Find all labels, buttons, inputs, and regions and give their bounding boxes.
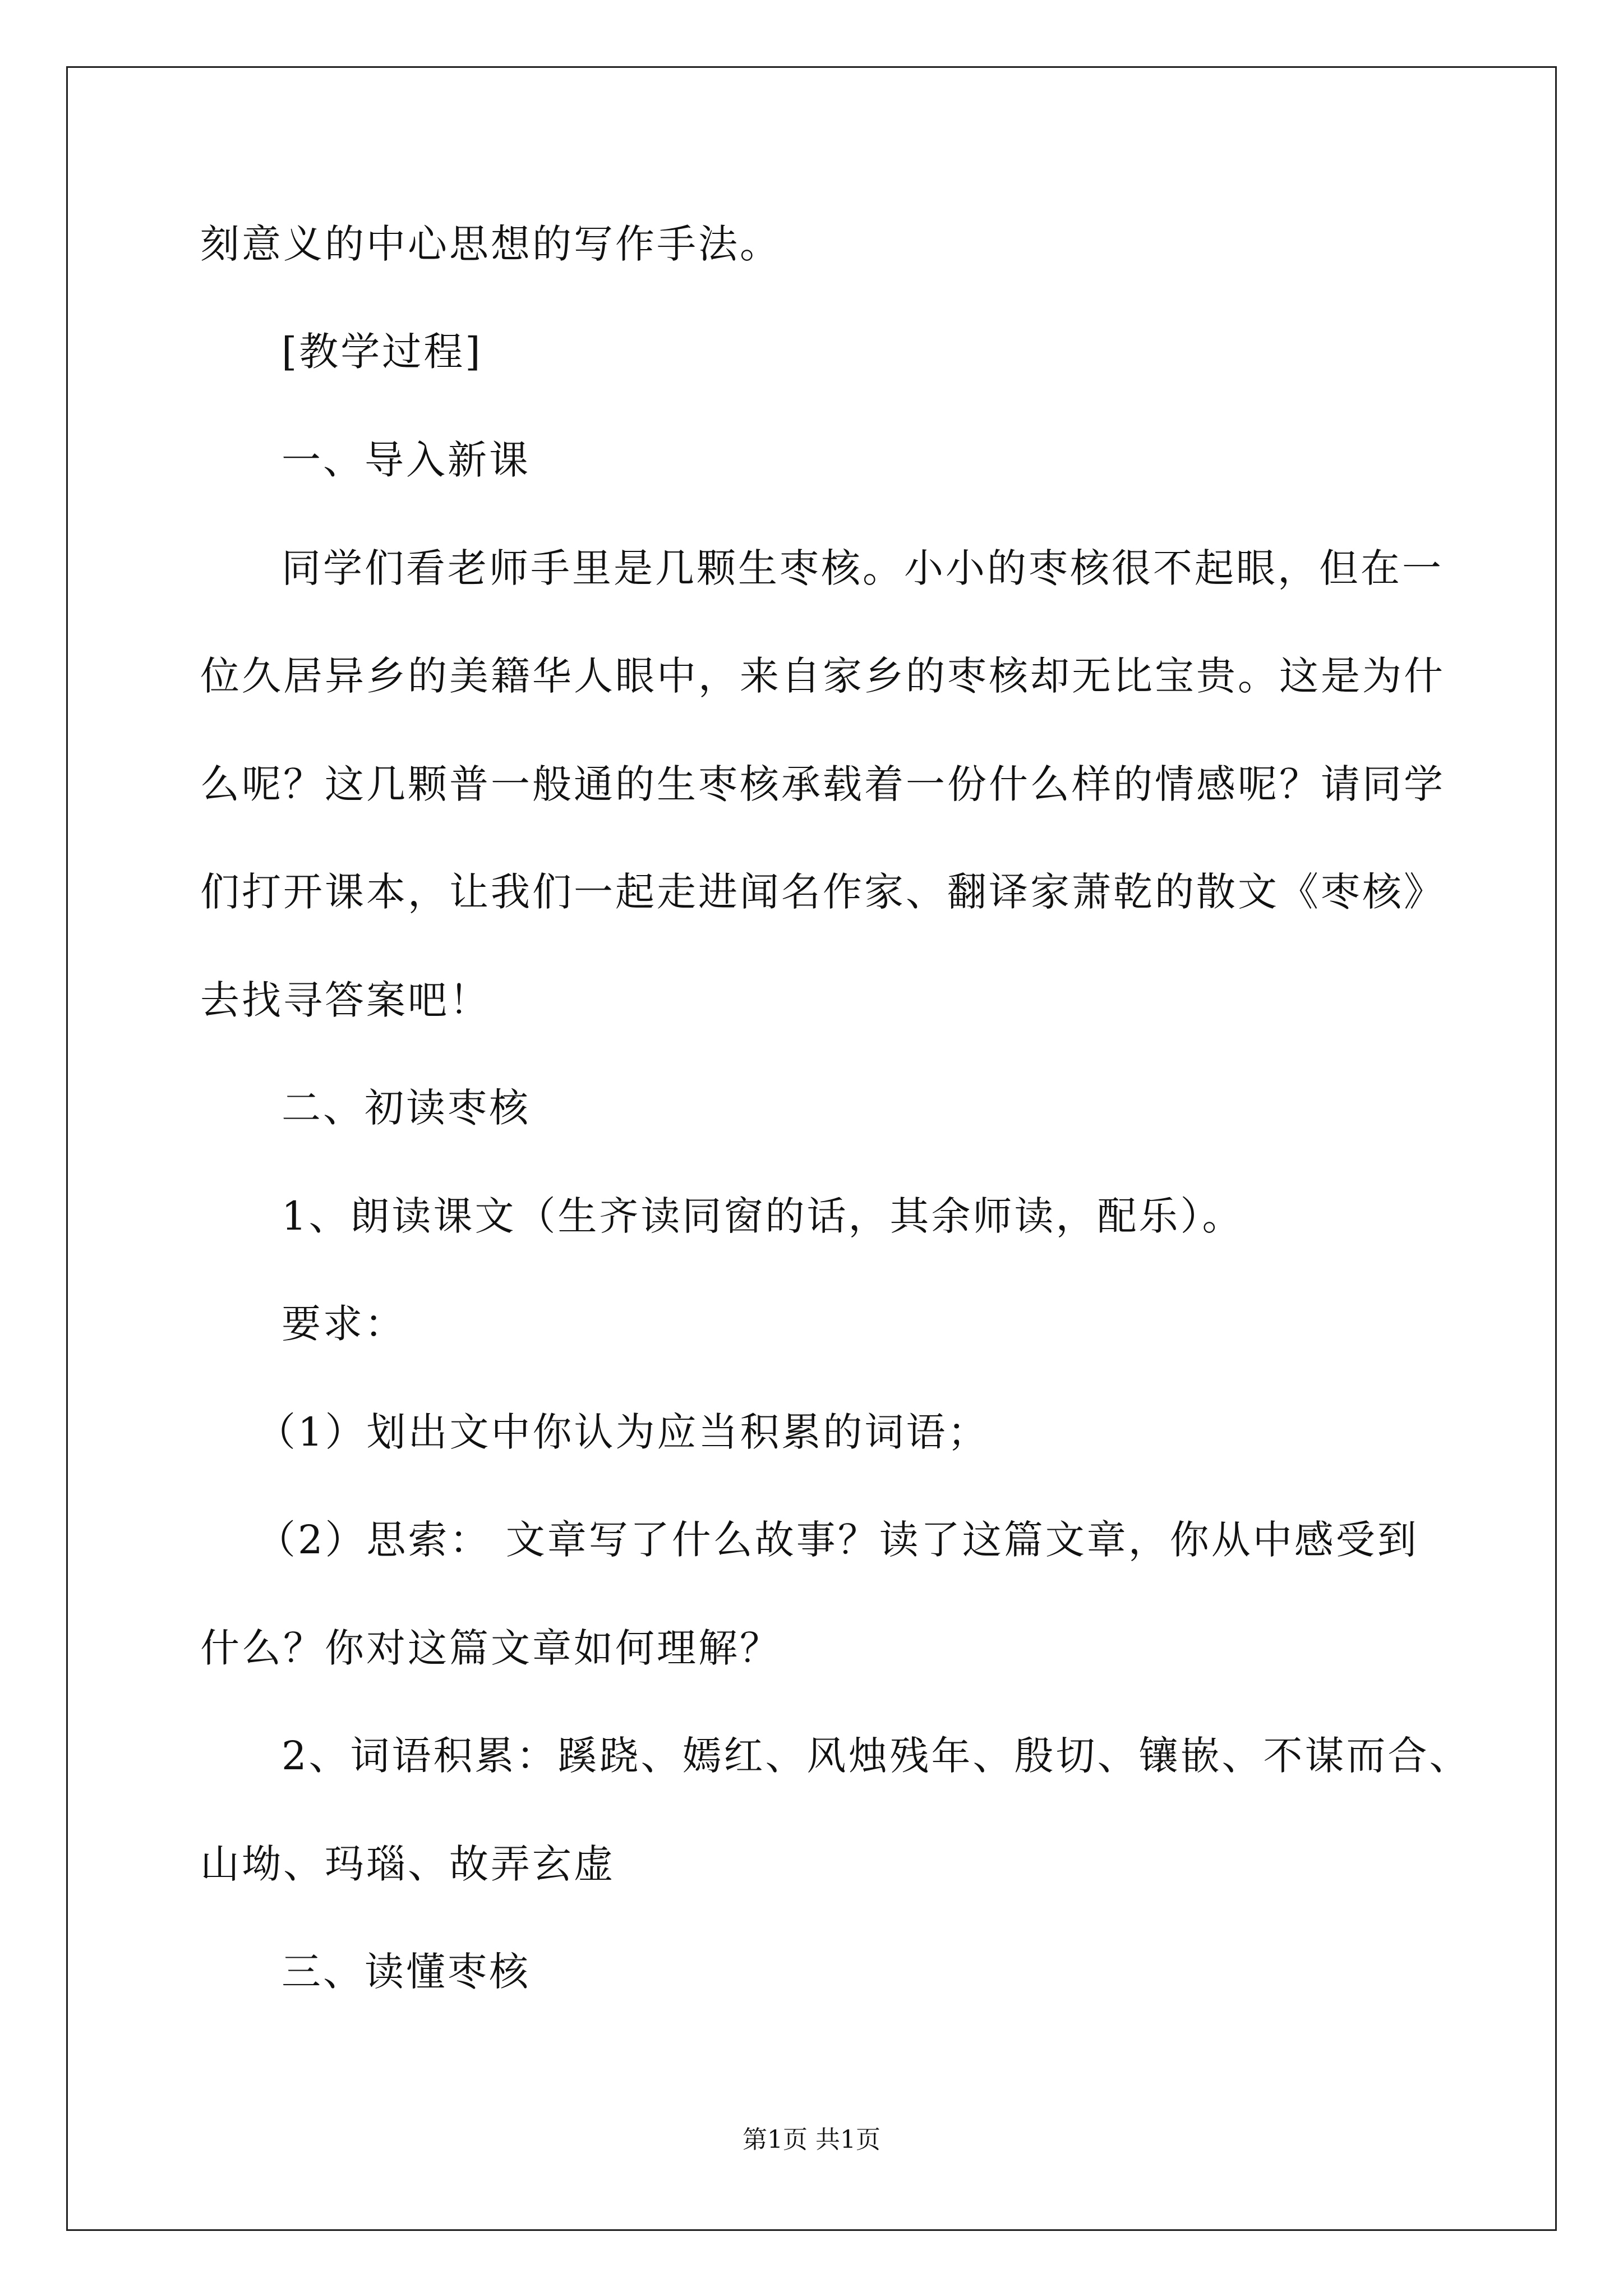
paragraph-line: 山坳、玛瑙、故弄玄虚 bbox=[200, 1841, 615, 1887]
section-heading: 三、读懂枣核 bbox=[282, 1949, 531, 1995]
page-number-footer: 第1页 共1页 bbox=[743, 2125, 880, 2154]
section-heading: 二、初读枣核 bbox=[282, 1085, 531, 1131]
page-border bbox=[66, 66, 1557, 2231]
section-heading: 一、导入新课 bbox=[282, 437, 531, 483]
paragraph-line: 同学们看老师手里是几颗生枣核。小小的枣核很不起眼，但在一 bbox=[282, 545, 1444, 591]
text-line: 刻意义的中心思想的写作手法。 bbox=[200, 221, 781, 267]
paragraph-line: 么呢？这几颗普一般通的生枣核承载着一份什么样的情感呢？请同学 bbox=[200, 761, 1445, 807]
paragraph-line: 位久居异乡的美籍华人眼中，来自家乡的枣核却无比宝贵。这是为什 bbox=[200, 653, 1445, 699]
section-heading: [教学过程] bbox=[282, 329, 483, 375]
paragraph-line: 去找寻答案吧！ bbox=[200, 977, 491, 1023]
paragraph-line: 2、词语积累：蹊跷、嫣红、风烛残年、殷切、镶嵌、不谋而合、 bbox=[282, 1733, 1471, 1779]
paragraph-line: 要求： bbox=[282, 1301, 406, 1347]
paragraph-line: 们打开课本，让我们一起走进闻名作家、翻译家萧乾的散文《枣核》 bbox=[200, 869, 1445, 915]
paragraph-line: 什么？你对这篇文章如何理解？ bbox=[200, 1625, 781, 1671]
list-item: （2）思索： 文章写了什么故事？读了这篇文章，你从中感受到 bbox=[256, 1517, 1419, 1563]
list-item: （1）划出文中你认为应当积累的词语； bbox=[256, 1409, 989, 1455]
paragraph-line: 1、朗读课文（生齐读同窗的话，其余师读，配乐）。 bbox=[282, 1193, 1244, 1239]
